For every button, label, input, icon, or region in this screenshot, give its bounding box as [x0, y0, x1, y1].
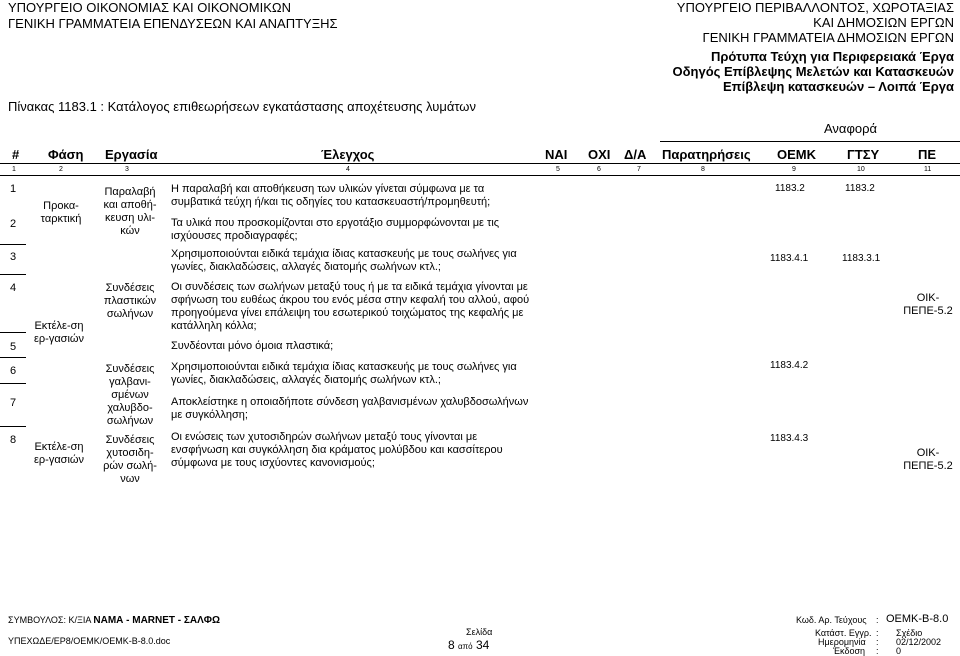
footer-page-indicator	[448, 638, 489, 652]
supervision-other-works-title: Επίβλεψη κατασκευών – Λοιπά Έργα	[723, 79, 954, 94]
oemk-reference: 1183.4.2	[770, 360, 809, 371]
work-receipt-storage: Παραλαβή και αποθή-κευση υλι-κών	[103, 186, 157, 237]
table-title: Πίνακας 1183.1 : Κατάλογος επιθεωρήσεων εγκατάστασης αποχέτευσης λυμάτων	[8, 99, 476, 114]
ministry-environment-title-1: ΥΠΟΥΡΓΕΙΟ ΠΕΡΙΒΑΛΛΟΝΤΟΣ, ΧΩΡΟΤΑΞΙΑΣ	[676, 0, 954, 15]
check-item: Χρησιμοποιούνται ειδικά τεμάχια ίδιας κατασκευής με τους σωλήνες για γωνίες, διακλαδώσεις, αλλαγές διατομής σωλήνων κτλ.;	[171, 248, 517, 273]
work-plastic-pipes: Συνδέσεις πλαστικών σωλήνων	[103, 282, 157, 320]
col-no: ΟΧΙ	[588, 147, 611, 162]
supervision-guide-title: Οδηγός Επίβλεψης Μελετών και Κατασκευών	[672, 64, 954, 79]
col-na: Δ/Α	[624, 147, 647, 162]
footer-page-label: Σελίδα	[466, 627, 493, 637]
col-check: Έλεγχος	[321, 147, 375, 162]
check-item: Χρησιμοποιούνται ειδικά τεμάχια ίδιας κατασκευής με τους σωλήνες για γωνίες, διακλαδώσεις, αλλαγές διατομής σωλήνων κτλ.;	[171, 361, 517, 386]
ministry-environment-title-2: ΚΑΙ ΔΗΜΟΣΙΩΝ ΕΡΓΩΝ	[813, 15, 954, 30]
row-number: 3	[10, 251, 17, 263]
phase-execution: Εκτέλε-ση ερ-γασιών	[34, 441, 85, 466]
col-number-1: 1	[12, 166, 16, 173]
row-separator	[0, 244, 26, 245]
page-number: 8	[448, 638, 455, 652]
col-number-9: 9	[792, 166, 796, 173]
row-separator	[0, 274, 26, 275]
header-divider	[0, 163, 960, 164]
col-yes: ΝΑΙ	[545, 147, 568, 162]
page-of: από	[458, 642, 473, 651]
footer-colon: :	[876, 637, 879, 647]
footer-code-label: Κωδ. Αρ. Τεύχους	[796, 615, 867, 625]
check-item: Οι συνδέσεις των σωλήνων μεταξύ τους ή με τα ειδικά τεμάχια γίνονται με σφήνωση του ευθέως άκρου του ενός μέσα στην κεφαλή του αλλού, αφού προηγούμενα γίνει επάλειψη του εσωτερικού τοιχώματος της κεφαλής με κατάλληλη κόλλα;	[171, 281, 530, 332]
col-work: Εργασία	[105, 147, 158, 162]
col-number-6: 6	[597, 166, 601, 173]
col-number-4: 4	[346, 166, 350, 173]
report-label: Αναφορά	[824, 121, 878, 136]
footer-status-value: Σχέδιο	[896, 628, 923, 638]
column-number-divider	[0, 175, 960, 176]
oemk-reference: 1183.2	[775, 183, 805, 194]
page-total: 34	[475, 638, 490, 652]
row-separator	[0, 383, 26, 384]
check-item: Συνδέονται μόνο όμοια πλαστικά;	[171, 340, 334, 352]
ministry-finance-title: ΥΠΟΥΡΓΕΙΟ ΟΙΚΟΝΟΜΙΑΣ ΚΑΙ ΟΙΚΟΝΟΜΙΚΩΝ	[8, 0, 292, 15]
secretariat-public-works-title: ΓΕΝΙΚΗ ΓΡΑΜΜΑΤΕΙΑ ΔΗΜΟΣΙΩΝ ΕΡΓΩΝ	[702, 30, 954, 45]
col-gtsy: ΓΤΣΥ	[847, 147, 880, 162]
col-phase: Φάση	[48, 147, 84, 162]
footer-code-value: ΟΕΜΚ-Β-8.0	[886, 613, 949, 625]
footer-colon: :	[876, 615, 879, 625]
oemk-reference: 1183.4.1	[770, 253, 809, 264]
footer-consultant-prefix: ΣΥΜΒΟΥΛΟΣ: Κ/ΞΙΑ	[8, 615, 91, 625]
footer-colon: :	[876, 646, 879, 656]
report-underline	[660, 141, 960, 142]
footer-date-label: Ημερομηνία	[818, 637, 866, 647]
footer-status-label: Κατάστ. Εγγρ.	[815, 628, 872, 638]
phase-preliminary: Προκα-ταρκτική	[40, 200, 82, 225]
row-separator	[0, 426, 26, 427]
col-number-7: 7	[637, 166, 641, 173]
footer-consultant-name: ΝΑΜΑ - MARNET - ΣΑΛΦΩ	[93, 615, 221, 626]
footer-edition-label: Έκδοση	[833, 646, 866, 656]
row-separator	[0, 357, 26, 358]
col-number-5: 5	[556, 166, 560, 173]
row-number: 7	[10, 397, 17, 409]
col-number-3: 3	[125, 166, 129, 173]
check-item: Αποκλείστηκε η οποιαδήποτε σύνδεση γαλβανισμένων χαλυβδοσωλήνων με συγκόλληση;	[171, 396, 529, 421]
footer-edition-value: 0	[896, 646, 902, 656]
row-number: 4	[10, 282, 17, 294]
standard-volumes-title: Πρότυπα Τεύχη για Περιφερειακά Έργα	[710, 49, 954, 64]
col-notes: Παρατηρήσεις	[662, 147, 751, 162]
row-number: 1	[10, 183, 17, 195]
footer-consultant-label	[8, 615, 220, 626]
footer-date-value: 02/12/2002	[896, 637, 942, 647]
work-cast-iron-pipes: Συνδέσεις χυτοσιδη-ρών σωλή-νων	[103, 434, 157, 485]
col-number-8: 8	[701, 166, 705, 173]
col-number-11: 11	[924, 166, 932, 173]
pe-reference: ΟΙΚ-ΠΕΠΕ-5.2	[903, 292, 953, 317]
col-pe: ΠΕ	[918, 147, 937, 162]
row-number: 5	[10, 341, 17, 353]
check-item: Οι ενώσεις των χυτοσιδηρών σωλήνων μεταξύ τους γίνονται με ενσφήνωση και συγκόλληση δια κράματος μολύβδου και κασσίτερου σύμφωνα με τους ισχύοντες κανονισμούς;	[171, 431, 503, 469]
check-item: Η παραλαβή και αποθήκευση των υλικών γίνεται σύμφωνα με τα συμβατικά τεύχη ή/και τις οδηγίες του κατασκευαστή/προμηθευτή;	[171, 183, 491, 208]
col-hash: #	[12, 147, 20, 162]
work-galvanized-pipes: Συνδέσεις γαλβανι-σμένων χαλυβδο-σωλήνων	[105, 363, 155, 427]
row-number: 8	[10, 434, 17, 446]
gtsy-reference: 1183.2	[845, 183, 875, 194]
col-oemk: ΟΕΜΚ	[777, 147, 816, 162]
col-number-10: 10	[857, 166, 865, 173]
secretariat-investments-title: ΓΕΝΙΚΗ ΓΡΑΜΜΑΤΕΙΑ ΕΠΕΝΔΥΣΕΩΝ ΚΑΙ ΑΝΑΠΤΥΞΗΣ	[8, 16, 338, 31]
oemk-reference: 1183.4.3	[770, 433, 809, 444]
row-number: 2	[10, 218, 17, 230]
phase-execution: Εκτέλε-ση ερ-γασιών	[34, 320, 85, 345]
row-number: 6	[10, 365, 17, 377]
row-separator	[0, 332, 26, 333]
footer-colon: :	[876, 628, 879, 638]
check-item: Τα υλικά που προσκομίζονται στο εργοτάξιο συμμορφώνονται με τις ισχύουσες προδιαγραφές;	[171, 217, 500, 242]
footer-file-path: ΥΠΕΧΩΔΕ/ΕΡ8/ΟΕΜΚ/ΟΕΜΚ-Β-8.0.doc	[8, 636, 171, 646]
gtsy-reference: 1183.3.1	[842, 253, 881, 264]
pe-reference: ΟΙΚ-ΠΕΠΕ-5.2	[903, 447, 953, 472]
col-number-2: 2	[59, 166, 63, 173]
